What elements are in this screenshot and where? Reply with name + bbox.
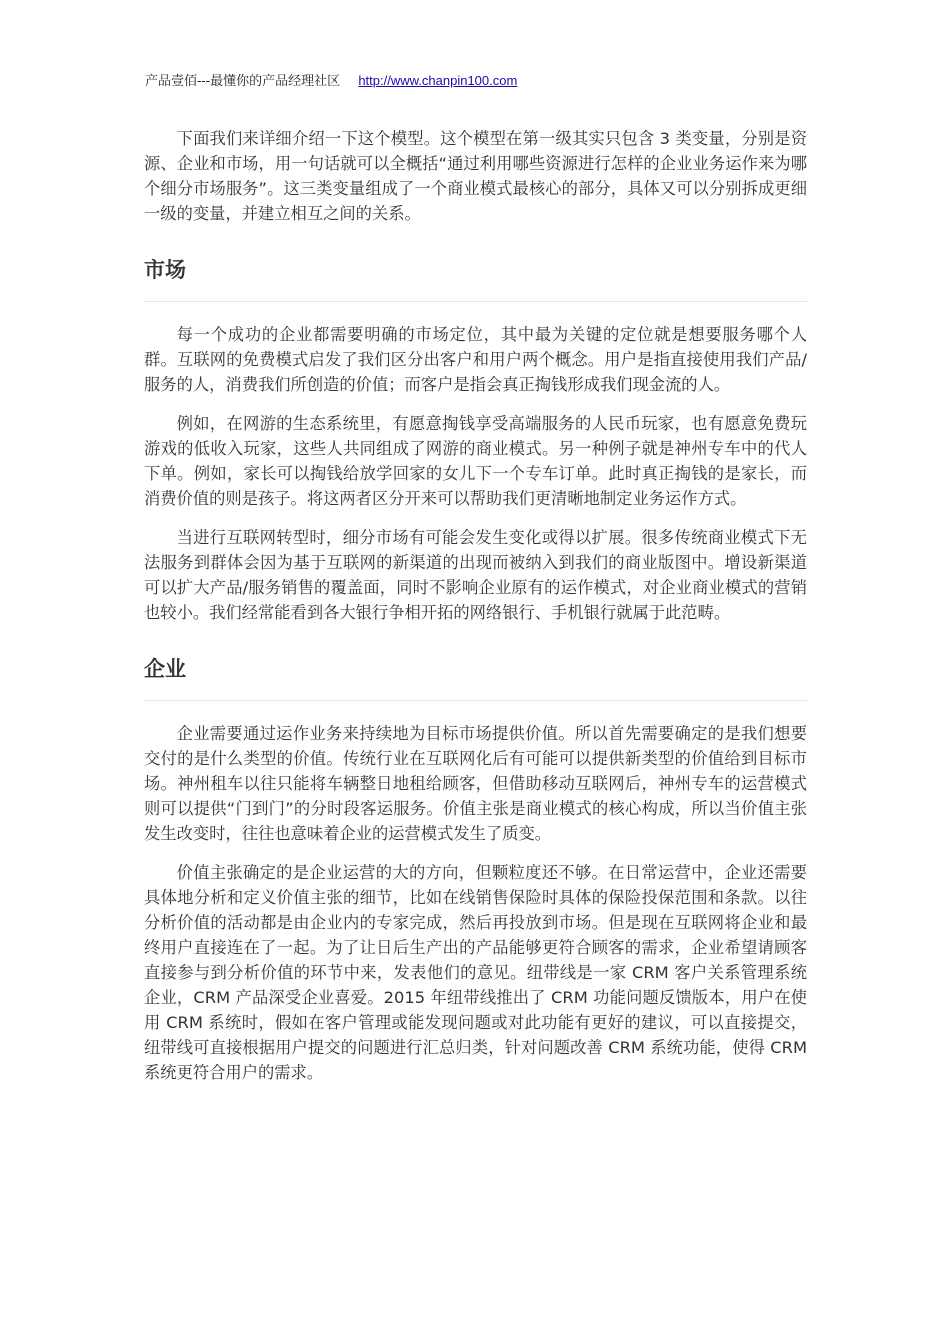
section-title-market: 市场 [144,258,186,282]
market-paragraph-1: 每一个成功的企业都需要明确的市场定位，其中最为关键的定位就是想要服务哪个人群。互联网的免费模式启发了我们区分出客户和用户两个概念。用户是指直接使用我们产品/服务的人，消费我们所创造的价值；而客户是指会真正掏钱形成我们现金流的人。 [144,325,807,394]
market-paragraph-3: 当进行互联网转型时，细分市场有可能会发生变化或得以扩展。很多传统商业模式下无法服务到群体会因为基于互联网的新渠道的出现而被纳入到我们的商业版图中。增设新渠道可以扩大产品/服务销售的覆盖面，同时不影响企业原有的运作模式，对企业商业模式的营销也较小。我们经常能看到各大银行争相开拓的网络银行、手机银行就属于此范畴。 [144,528,807,622]
market-paragraph-2: 例如，在网游的生态系统里，有愿意掏钱享受高端服务的人民币玩家，也有愿意免费玩游戏的低收入玩家，这些人共同组成了网游的商业模式。另一种例子就是神州专车中的代人下单。例如，家长可以掏钱给放学回家的女儿下一个专车订单。此时真正掏钱的是家长，而消费价值的则是孩子。将这两者区分开来可以帮助我们更清晰地制定业务运作方式。 [144,414,807,508]
enterprise-paragraph-1: 企业需要通过运作业务来持续地为目标市场提供价值。所以首先需要确定的是我们想要交付的是什么类型的价值。传统行业在互联网化后有可能可以提供新类型的价值给到目标市场。神州租车以往只能将车辆整日地租给顾客，但借助移动互联网后，神州专车的运营模式则可以提供“门到门”的分时段客运服务。价值主张是商业模式的核心构成，所以当价值主张发生改变时，往往也意味着企业的运营模式发生了质变。 [144,724,807,843]
section-title-enterprise: 企业 [144,657,186,681]
page-header [145,70,517,89]
site-url-link[interactable]: http://www.chanpin100.com [358,73,518,88]
enterprise-paragraph-2: 价值主张确定的是企业运营的大的方向，但颗粒度还不够。在日常运营中，企业还需要具体地分析和定义价值主张的细节，比如在线销售保险时具体的保险投保范围和条款。以往分析价值的活动都是由企业内的专家完成，然后再投放到市场。但是现在互联网将企业和最终用户直接连在了一起。为了让日后生产出的产品能够更符合顾客的需求，企业希望请顾客直接参与到分析价值的环节中来，发表他们的意见。纽带线是一家 CRM 客户关系管理系统企业，CRM 产品深受企业喜爱。2015 年纽带线推出了 CRM 功能问题反馈版本，用户在使用 CRM 系统时，假如在客户管理或能发现问题或对此功能有更好的建议，可以直接提交，纽带线可直接根据用户提交的问题进行汇总归类，针对问题改善 CRM 系统功能，使得 CRM 系统更符合用户的需求。 [144,863,807,1082]
section-divider [144,700,807,701]
site-name: 产品壹佰---最懂你的产品经理社区 [145,74,341,89]
section-divider [144,301,807,302]
intro-paragraph: 下面我们来详细介绍一下这个模型。这个模型在第一级其实只包含 3 类变量，分别是资源、企业和市场，用一句话就可以全概括“通过利用哪些资源进行怎样的企业业务运作来为哪个细分市场服务”。这三类变量组成了一个商业模式最核心的部分，具体又可以分别拆成更细一级的变量，并建立相互之间的关系。 [144,129,807,223]
article-content [144,126,807,1099]
